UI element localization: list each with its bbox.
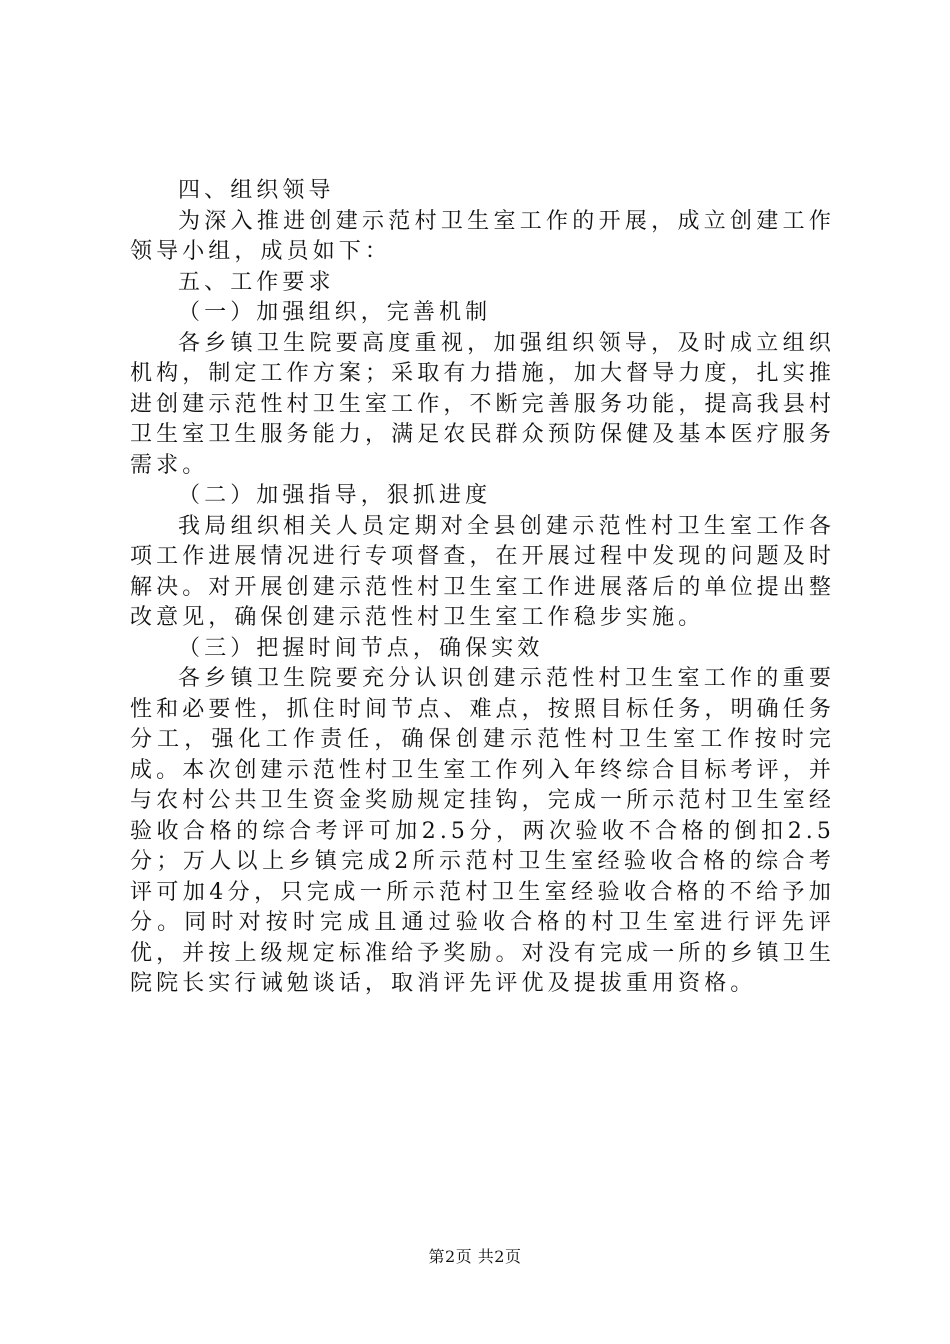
subheading-3: （三）把握时间节点，确保实效	[178, 635, 544, 661]
paragraph-3: 各乡镇卫生院要充分认识创建示范性村卫生室工作的重要性和必要性，抓住时间节点、难点，按照目标任务，明确任务分工，强化工作责任，确保创建示范性村卫生室工作按时完成。本次创建示范性村卫生室工作列入年终综合目标考评，并与农村公共卫生资金奖励规定挂钩，完成一所示范村卫生室经验收合格的综合考评可加2.5分，两次验收不合格的倒扣2.5分；万人以上乡镇完成2所示范村卫生室经验收合格的综合考评可加4分，只完成一所示范村卫生室经验收合格的不给予加分。同时对按时完成且通过验收合格的村卫生室进行评先评优，并按上级规定标准给予奖励。对没有完成一所的乡镇卫生院院长实行诫勉谈话，取消评先评优及提拔重用资格。	[130, 666, 835, 996]
section-heading-organization: 四、组织领导	[178, 178, 335, 203]
paragraph-1: 各乡镇卫生院要高度重视，加强组织领导，及时成立组织机构，制定工作方案；采取有力措施，加大督导力度，扎实推进创建示范性村卫生室工作，不断完善服务功能，提高我县村卫生室卫生服务能力，满足农民群众预防保健及基本医疗服务需求。	[130, 330, 835, 478]
section-heading-requirements: 五、工作要求	[178, 269, 335, 295]
page-footer: 第2页 共2页	[428, 1247, 522, 1266]
subheading-2: （二）加强指导，狠抓进度	[178, 483, 492, 508]
subheading-1: （一）加强组织，完善机制	[178, 300, 492, 325]
document-body	[130, 176, 835, 1000]
paragraph-2: 我局组织相关人员定期对全县创建示范性村卫生室工作各项工作进展情况进行专项督查，在开展过程中发现的问题及时解决。对开展创建示范性村卫生室工作进展落后的单位提出整改意见，确保创建示范性村卫生室工作稳步实施。	[130, 513, 835, 630]
paragraph-leading-group: 为深入推进创建示范村卫生室工作的开展，成立创建工作领导小组，成员如下：	[130, 208, 835, 264]
